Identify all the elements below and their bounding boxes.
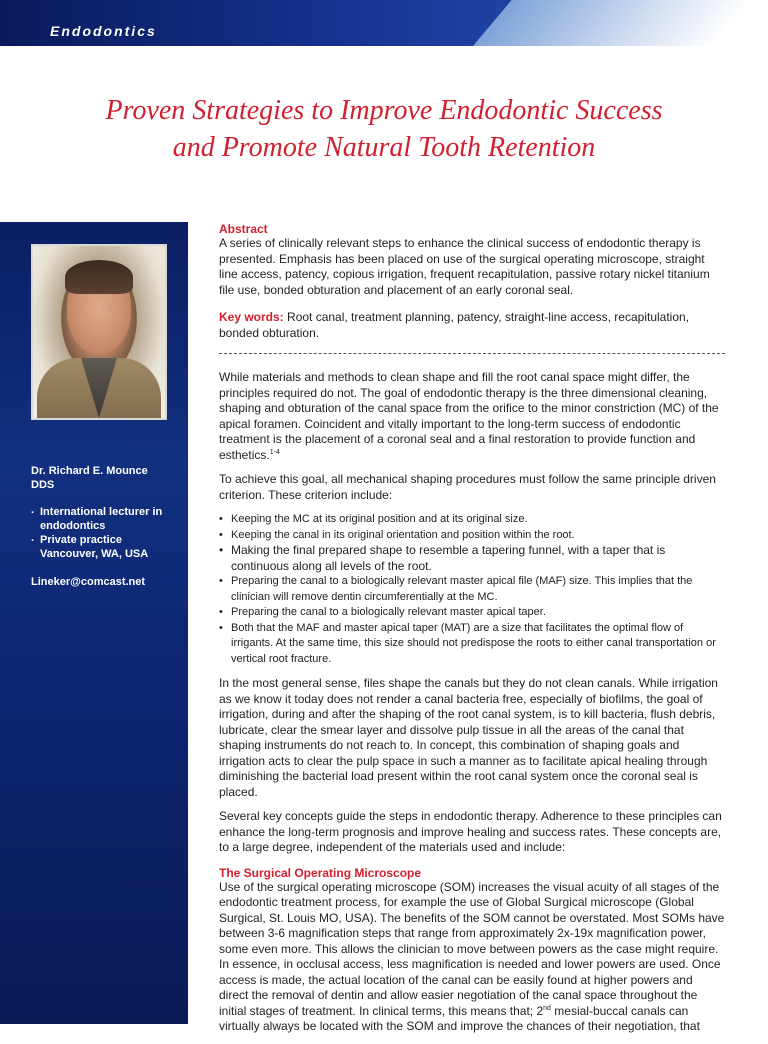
- credential-item: . Private practice Vancouver, WA, USA: [31, 534, 181, 561]
- keywords-label: Key words:: [219, 310, 284, 324]
- criteria-item: • Keeping the MC at its original position and at its original size.: [219, 512, 725, 528]
- som-heading: The Surgical Operating Microscope: [219, 865, 422, 880]
- article-title-line-1: Proven Strategies to Improve Endodontic Success: [105, 95, 663, 126]
- criteria-list: [219, 512, 725, 667]
- author-email[interactable]: Lineker@comcast.net: [31, 576, 146, 588]
- body-paragraph-5-text-a: Use of the surgical operating microscope (SOM) increases the visual acuity of all stages of the endodontic treatment process, for example the use of Global Surgical microscope (Global Surgical, St. Louis MO, USA). The benefits of the SOM cannot be overstated. Most SOMs have between 3-6 magnification steps that range from approximately 2x-19x magnification power, some even more. This allows the clinician to move between powers as the case might require. In essence, in occlusal access, less magnification is needed and lower powers are used. Once access is made, the actual location of the canal can be easily found at higher powers and direct the removal of dentin and allow easier negotiation of the canal space throughout the initial stages of treatment. In clinical terms, this means that; 2: [219, 879, 725, 1018]
- body-paragraph-1-text: While materials and methods to clean shape and fill the root canal space might differ, the principles required do not. The goal of endodontic therapy is the three dimensional cleaning, shaping and obturation of the canal space from the orifice to the minor constriction (MC) of the apical foramen. Coincident and vitally important to the long-term success of endodontic treatment is the placement of a coronal seal and a final restoration to provide function and esthetics.: [219, 370, 719, 462]
- body-paragraph-4: Several key concepts guide the steps in endodontic therapy. Adherence to these principles can enhance the long-term prognosis and improve healing and success rates. These concepts are, to a large degree, independent of the materials used and include:: [219, 809, 722, 854]
- body-paragraph-2: To achieve this goal, all mechanical shaping procedures must follow the same principle driven criterion. These criterion include:: [219, 472, 716, 502]
- section-label: Endodontics: [50, 23, 157, 39]
- criteria-item: • Making the final prepared shape to resemble a tapering funnel, with a taper that is continuous along all levels of the root.: [219, 543, 725, 574]
- reference-superscript: 1-4: [269, 448, 280, 456]
- author-photo-hair: [65, 260, 133, 294]
- author-degree: DDS: [31, 479, 55, 491]
- author-name: Dr. Richard E. Mounce: [31, 465, 148, 477]
- article-title: [0, 92, 768, 166]
- abstract-text: A series of clinically relevant steps to enhance the clinical success of endodontic therapy is presented. Emphasis has been placed on use of the surgical operating microscope, straight line access, patency, copious irrigation, frequent recapitulation, passive rotary nickel titanium file use, bonded obturation and placement of an early coronal seal.: [219, 236, 710, 297]
- article-body: [219, 222, 725, 1044]
- keywords-text: Root canal, treatment planning, patency, straight-line access, recapitulation, bonded obturation.: [219, 310, 690, 340]
- abstract-heading: Abstract: [219, 222, 268, 236]
- ordinal-superscript: nd: [543, 1004, 551, 1012]
- criteria-item: • Both that the MAF and master apical taper (MAT) are a size that facilitates the optimal flow of irrigants. At the same time, this size should not predispose the roots to either canal transportation or vertical root fracture.: [219, 621, 725, 668]
- criteria-item: • Keeping the canal in its original orientation and position within the root.: [219, 528, 725, 544]
- body-paragraph-5: [219, 880, 725, 1035]
- criteria-item: • Preparing the canal to a biologically relevant master apical taper.: [219, 605, 725, 621]
- body-paragraph-5-text-b: mesial-buccal canals can virtually always be located with the SOM and improve the chances of their negotiation, that: [219, 1003, 700, 1033]
- section-divider: [219, 353, 725, 354]
- keywords: [219, 310, 725, 341]
- article-title-line-2: and Promote Natural Tooth Retention: [172, 132, 596, 163]
- author-photo: [31, 244, 167, 420]
- header-light-swoosh: [461, 0, 768, 46]
- author-credentials: [31, 506, 181, 562]
- criteria-item: • Preparing the canal to a biologically relevant master apical file (MAF) size. This implies that the clinician will remove dentin circumferentially at the MC.: [219, 574, 725, 605]
- body-paragraph-3: In the most general sense, files shape the canals but they do not clean canals. While irrigation as we know it today does not render a canal bacteria free, especially of biofilms, the goal of irrigation, during and after the shaping of the root canal system, is to kill bacteria, flush debris, lubricate, clear the smear layer and dissolve pulp tissue in all the areas of the canal that shaping instruments do not reach to. In concept, this combination of shaping goals and irrigation acts to clear the pulp space in such a manner as to facilitate apical healing through diminishing the bacterial load present within the root canal system once the coronal seal is placed.: [219, 676, 718, 799]
- credential-item: . International lecturer in endodontics: [31, 506, 181, 533]
- section-header-band: [0, 0, 768, 46]
- body-paragraph-1: [219, 370, 725, 463]
